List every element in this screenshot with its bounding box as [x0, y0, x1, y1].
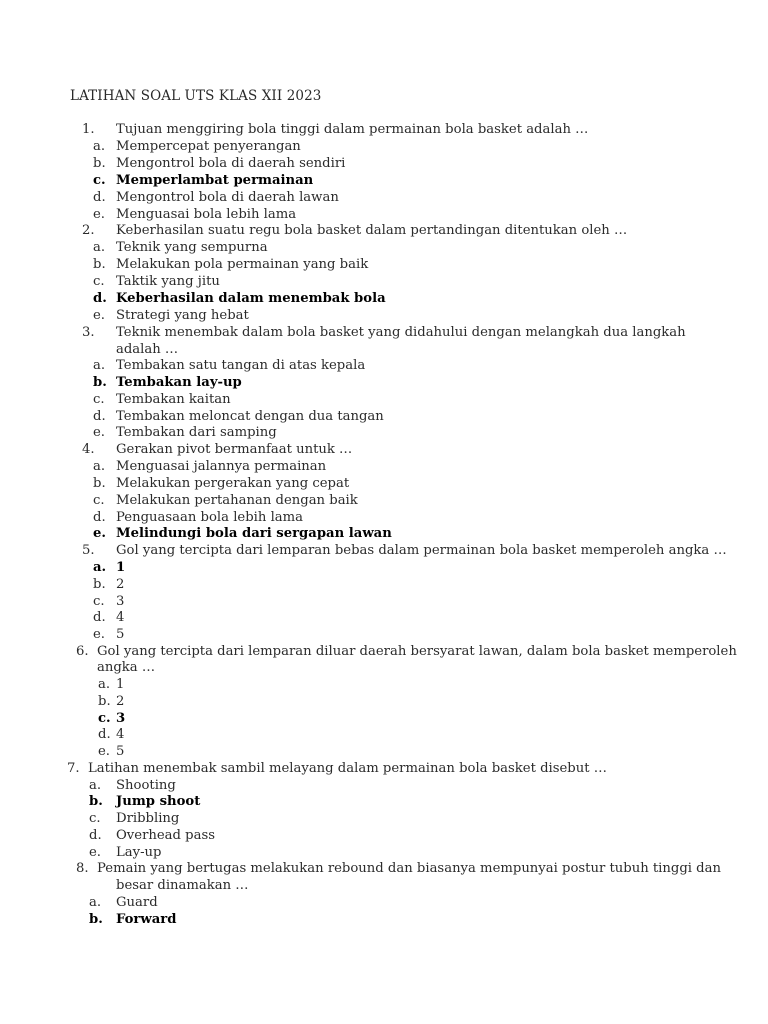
option-text: 2 [116, 577, 125, 592]
option-letter: b. [89, 794, 103, 809]
answer-option-text: Forward [116, 912, 177, 927]
option-letter: d. [89, 828, 102, 843]
question-number: 3. [82, 325, 95, 340]
question-text: Latihan menembak sambil melayang dalam permainan bola basket disebut … [88, 761, 607, 776]
option-letter: c. [93, 594, 105, 609]
option-letter: a. [98, 677, 111, 692]
option-text: Mengontrol bola di daerah sendiri [116, 156, 346, 171]
option-letter: a. [89, 895, 102, 910]
option-letter: d. [93, 510, 106, 525]
option-text: 4 [116, 610, 125, 625]
option-text: Teknik yang sempurna [116, 240, 268, 255]
option-text: Taktik yang jitu [116, 274, 220, 289]
option-text: Penguasaan bola lebih lama [116, 510, 304, 525]
option-letter: b. [93, 577, 106, 592]
option-letter: d. [93, 190, 106, 205]
question-text: Tujuan menggiring bola tinggi dalam permainan bola basket adalah … [116, 122, 589, 137]
answer-option-text: Melindungi bola dari sergapan lawan [116, 526, 392, 541]
question-number: 6. [76, 644, 89, 659]
option-letter: b. [93, 156, 106, 171]
option-text: Melakukan pola permainan yang baik [116, 257, 369, 272]
option-text: Menguasai jalannya permainan [116, 459, 327, 474]
question-number: 2. [82, 223, 95, 238]
option-letter: d. [98, 727, 111, 742]
answer-option-text: Tembakan lay-up [116, 375, 242, 390]
question-number: 7. [67, 761, 80, 776]
question-text-continued: adalah … [116, 342, 179, 357]
answer-option-text: Keberhasilan dalam menembak bola [116, 291, 386, 306]
option-letter: e. [93, 526, 106, 541]
option-letter: c. [89, 811, 101, 826]
option-letter: e. [93, 207, 105, 222]
question-text: Gol yang tercipta dari lemparan diluar daerah bersyarat lawan, dalam bola basket memperoleh [97, 644, 737, 659]
option-text: Melakukan pergerakan yang cepat [116, 476, 350, 491]
answer-option-text: 1 [116, 560, 126, 575]
option-text: 5 [116, 627, 125, 642]
answer-option-text: Memperlambat permainan [116, 173, 314, 188]
option-text: Tembakan dari samping [116, 425, 277, 440]
option-letter: e. [93, 627, 105, 642]
option-text: Tembakan meloncat dengan dua tangan [116, 409, 384, 424]
option-letter: c. [93, 392, 105, 407]
option-letter: a. [93, 358, 106, 373]
option-text: Strategi yang hebat [116, 308, 249, 323]
option-letter: b. [89, 912, 103, 927]
option-text: Dribbling [116, 811, 180, 826]
option-letter: b. [93, 257, 106, 272]
option-letter: c. [93, 493, 105, 508]
option-letter: b. [93, 375, 107, 390]
option-text: Mengontrol bola di daerah lawan [116, 190, 339, 205]
option-letter: e. [98, 744, 110, 759]
option-text: Shooting [116, 778, 176, 793]
option-text: Melakukan pertahanan dengan baik [116, 493, 358, 508]
option-text: Tembakan kaitan [116, 392, 231, 407]
option-letter: a. [93, 560, 107, 575]
option-text: Lay-up [116, 845, 162, 860]
option-text: Mempercepat penyerangan [116, 139, 301, 154]
option-letter: b. [98, 694, 111, 709]
question-text: Teknik menembak dalam bola basket yang didahului dengan melangkah dua langkah [116, 325, 686, 340]
option-text: 2 [116, 694, 125, 709]
option-letter: d. [93, 291, 107, 306]
option-letter: d. [93, 610, 106, 625]
option-letter: a. [93, 139, 106, 154]
option-text: Tembakan satu tangan di atas kepala [116, 358, 366, 373]
question-text-continued: angka … [97, 660, 156, 675]
option-text: 1 [116, 677, 125, 692]
option-letter: a. [93, 459, 106, 474]
question-number: 5. [82, 543, 95, 558]
question-text: Gerakan pivot bermanfaat untuk … [116, 442, 353, 457]
option-text: 3 [116, 594, 125, 609]
option-text: 5 [116, 744, 125, 759]
question-text: Keberhasilan suatu regu bola basket dalam pertandingan ditentukan oleh … [116, 223, 628, 238]
option-letter: e. [93, 308, 105, 323]
question-text: Pemain yang bertugas melakukan rebound dan biasanya mempunyai postur tubuh tinggi dan [97, 861, 721, 876]
question-number: 8. [76, 861, 89, 876]
document-title: LATIHAN SOAL UTS KLAS XII 2023 [70, 88, 322, 104]
option-letter: c. [98, 711, 111, 726]
option-letter: b. [93, 476, 106, 491]
option-letter: d. [93, 409, 106, 424]
option-letter: c. [93, 173, 106, 188]
question-text: Gol yang tercipta dari lemparan bebas dalam permainan bola basket memperoleh angka … [116, 543, 727, 558]
option-text: Guard [116, 895, 158, 910]
answer-option-text: Jump shoot [116, 794, 201, 809]
option-text: Overhead pass [116, 828, 216, 843]
option-letter: c. [93, 274, 105, 289]
question-text-continued: besar dinamakan … [116, 878, 249, 893]
answer-option-text: 3 [116, 711, 126, 726]
option-text: Menguasai bola lebih lama [116, 207, 297, 222]
option-letter: e. [89, 845, 101, 860]
option-text: 4 [116, 727, 125, 742]
question-number: 1. [82, 122, 95, 137]
option-letter: e. [93, 425, 105, 440]
question-number: 4. [82, 442, 95, 457]
option-letter: a. [93, 240, 106, 255]
option-letter: a. [89, 778, 102, 793]
